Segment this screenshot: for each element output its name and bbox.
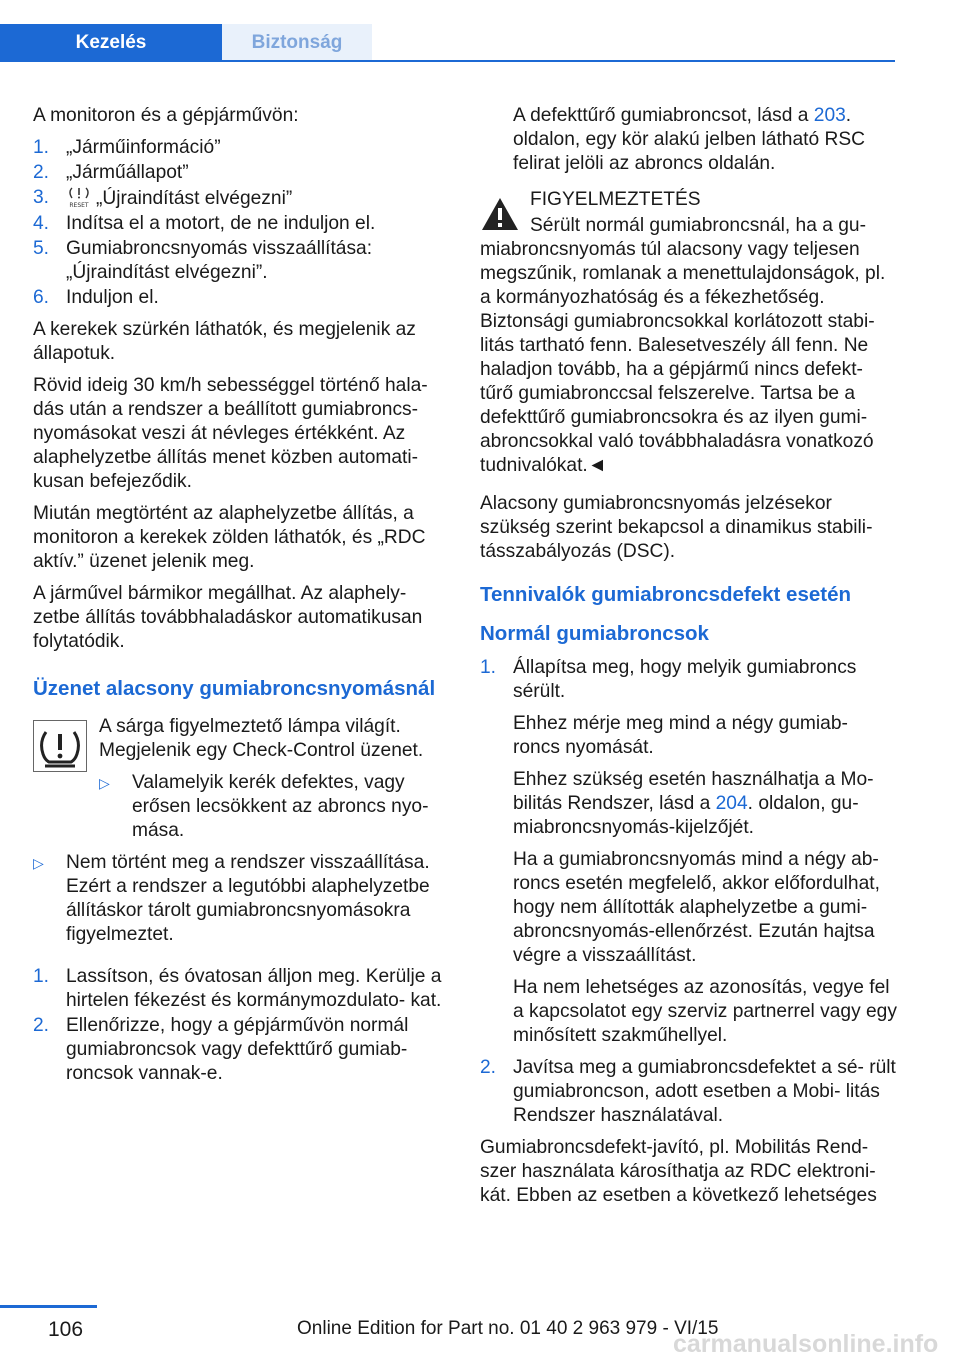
step-number: 2.: [480, 1057, 497, 1078]
paragraph: A járművel bármikor megállhat. Az alaphely‐ zetbe állítás továbbhaladáskor automatikusan folytatódik.: [33, 583, 423, 652]
paragraph: A kerekek szürkén láthatók, és megjelenik az állapotuk.: [33, 319, 416, 364]
flat-tire-steps-list: [480, 656, 898, 1128]
step-text: Induljon el.: [66, 287, 159, 308]
warning-text: Sérült normál gumiabroncsnál, ha a gu‐ miabroncsnyomás túl alacsony vagy teljesen megszűnik, romlanak a menettulajdonságok, pl. a kormányozhatóság és a fékezhetőség. Biztonsági gumiabroncsokkal korlátozott stabi‐ litás tartható fenn. Balesetveszély áll fenn. Ne haladjon tovább, ha a gépjármű nincs defekt‐ tűrő gumiabronccsal felszerelve. Tartsa be a defekttűrő gumiabroncsokra és az ilyen gumi‐ abroncsokkal való továbbhaladásra vonatkozó tudnivalókat.◄: [480, 215, 886, 476]
warning-triangle-icon: [480, 196, 520, 232]
list-item: [480, 1056, 898, 1128]
text-fragment: A defekttűrő gumiabroncsot, lásd a: [513, 105, 814, 126]
right-column: [480, 104, 898, 1216]
list-item: [33, 136, 445, 160]
list-item: [33, 237, 445, 285]
step-text: Ellenőrizze, hogy a gépjárművön normál gumiabroncsok vagy defekttűrő gumiab‐ roncsok vannak-e.: [66, 1015, 409, 1084]
step-number: 1.: [33, 966, 50, 987]
reset-icon: [66, 186, 92, 208]
list-item: [33, 1014, 445, 1086]
bullet-triangle-icon: ▷: [33, 855, 44, 871]
step-text: „Újraindítást elvégezni”: [96, 188, 293, 209]
cause-list: [99, 771, 445, 843]
paragraph: Miután megtörtént az alaphelyzetbe állítás, a monitoron a kerekek zölden láthatók, és „RDC aktív.” üzenet jelenik meg.: [33, 503, 426, 572]
tab-underline: [0, 60, 895, 62]
page-link-204[interactable]: 204: [715, 793, 748, 814]
intro-text: A monitoron és a gépjárművön:: [33, 105, 299, 126]
step-number: 1.: [33, 137, 50, 158]
action-steps-list: [33, 965, 445, 1086]
warning-lamp-text: A sárga figyelmeztető lámpa világít. Megjelenik egy Check-Control üzenet.: [99, 716, 424, 761]
step-subtext: Ha a gumiabroncsnyomás mind a négy ab‐ roncs esetén megfelelő, akkor előfordulhat, hogy nem állították alaphelyzetbe a gumi‐ abroncsnyomás-ellenőrzést. Ezután hajtsa végre a visszaállítást.: [513, 849, 880, 966]
section-heading-low-pressure: Üzenet alacsony gumiabroncsnyomásnál: [33, 677, 436, 700]
cause-list-2: [33, 851, 445, 947]
text-fragment: . oldalon, gu‐ miabroncsnyomás-kijelzőjét.: [513, 793, 859, 838]
step-number: 5.: [33, 238, 50, 259]
step-text: Indítsa el a motort, de ne induljon el.: [66, 213, 376, 234]
bullet-text: Nem történt meg a rendszer visszaállítása. Ezért a rendszer a legutóbbi alaphelyzetbe állításkor tárolt gumiabroncsnyomásokra figyelmeztet.: [66, 852, 430, 945]
warning-block: [480, 188, 898, 478]
paragraph: [480, 104, 898, 176]
tire-pressure-warning-icon: [33, 720, 87, 772]
step-text: Gumiabroncsnyomás visszaállítása: „Újraindítást elvégezni”.: [66, 238, 373, 283]
step-subtext: [513, 768, 898, 840]
list-item: [33, 161, 445, 185]
tab-biztonsag[interactable]: Biztonság: [222, 24, 372, 60]
list-item: [33, 286, 445, 310]
list-item: [480, 656, 898, 1048]
left-column: [33, 104, 445, 1094]
step-text: Állapítsa meg, hogy melyik gumiabroncs sérült.: [513, 657, 857, 702]
step-text: Lassítson, és óvatosan álljon meg. Kerülje a hirtelen fékezést és kormánymozdulato‐ kat.: [66, 966, 442, 1011]
list-item: [33, 186, 445, 211]
step-number: 6.: [33, 287, 50, 308]
list-item: [33, 212, 445, 236]
list-item: [99, 771, 445, 843]
svg-text:RESET: RESET: [69, 202, 89, 208]
step-text: „Járműállapot”: [66, 162, 189, 183]
text-fragment: Ehhez szükség esetén használhatja a Mo‐ bilitás Rendszer, lásd a: [513, 769, 874, 814]
page-link-203[interactable]: 203: [813, 105, 846, 126]
list-item: [33, 851, 445, 947]
tpms-warning-block: [33, 715, 445, 843]
page-number-rule: [0, 1305, 97, 1308]
warning-title: FIGYELMEZTETÉS: [530, 189, 701, 210]
step-number: 4.: [33, 213, 50, 234]
paragraph: Gumiabroncsdefekt-javító, pl. Mobilitás Rend‐ szer használata károsíthatja az RDC elektroni‐ kát. Ebben az esetben a következő lehetséges: [480, 1137, 877, 1206]
step-number: 3.: [33, 187, 50, 208]
list-item: [33, 965, 445, 1013]
step-subtext: Ha nem lehetséges az azonosítás, vegye fel a kapcsolatot egy szerviz partnerrel vagy egy minősített szakműhellyel.: [513, 977, 897, 1046]
tab-kezeles[interactable]: Kezelés: [0, 24, 222, 60]
step-text: „Járműinformáció”: [66, 137, 221, 158]
bullet-text: Valamelyik kerék defektes, vagy erősen lecsökkent az abroncs nyo‐ mása.: [132, 772, 429, 841]
paragraph: Rövid ideig 30 km/h sebességgel történő hala‐ dás után a rendszer a beállított gumiabroncs‐ nyomásokat veszi át névleges értékként. Az alaphelyzetbe állítás menet közben automati‐ kusan befejeződik.: [33, 375, 428, 492]
bullet-triangle-icon: ▷: [99, 775, 110, 791]
subsection-heading-normal-tires: Normál gumiabroncsok: [480, 622, 709, 645]
paragraph: Alacsony gumiabroncsnyomás jelzésekor szükség szerint bekapcsol a dinamikus stabili‐ tásszabályozás (DSC).: [480, 493, 873, 562]
footer-edition: Online Edition for Part no. 01 40 2 963 979 - VI/15: [297, 1318, 719, 1339]
watermark: carmanualsonline.info: [673, 1330, 939, 1358]
step-number: 1.: [480, 657, 497, 678]
step-number: 2.: [33, 1015, 50, 1036]
step-text: Javítsa meg a gumiabroncsdefektet a sé‐ rült gumiabroncson, adott esetben a Mobi‐ litás Rendszer használatával.: [513, 1057, 896, 1126]
step-subtext: Ehhez mérje meg mind a négy gumiab‐ roncs nyomását.: [513, 713, 848, 758]
step-number: 2.: [33, 162, 50, 183]
section-heading-flat-tire: Tennivalók gumiabroncsdefekt esetén: [480, 583, 852, 606]
text-fragment: . oldalon, egy kör alakú jelben látható RSC felirat jelöli az abroncs oldalán.: [513, 105, 865, 174]
reset-steps-list: [33, 136, 445, 310]
page-number: 106: [48, 1318, 84, 1341]
tab-bar: [0, 24, 895, 62]
